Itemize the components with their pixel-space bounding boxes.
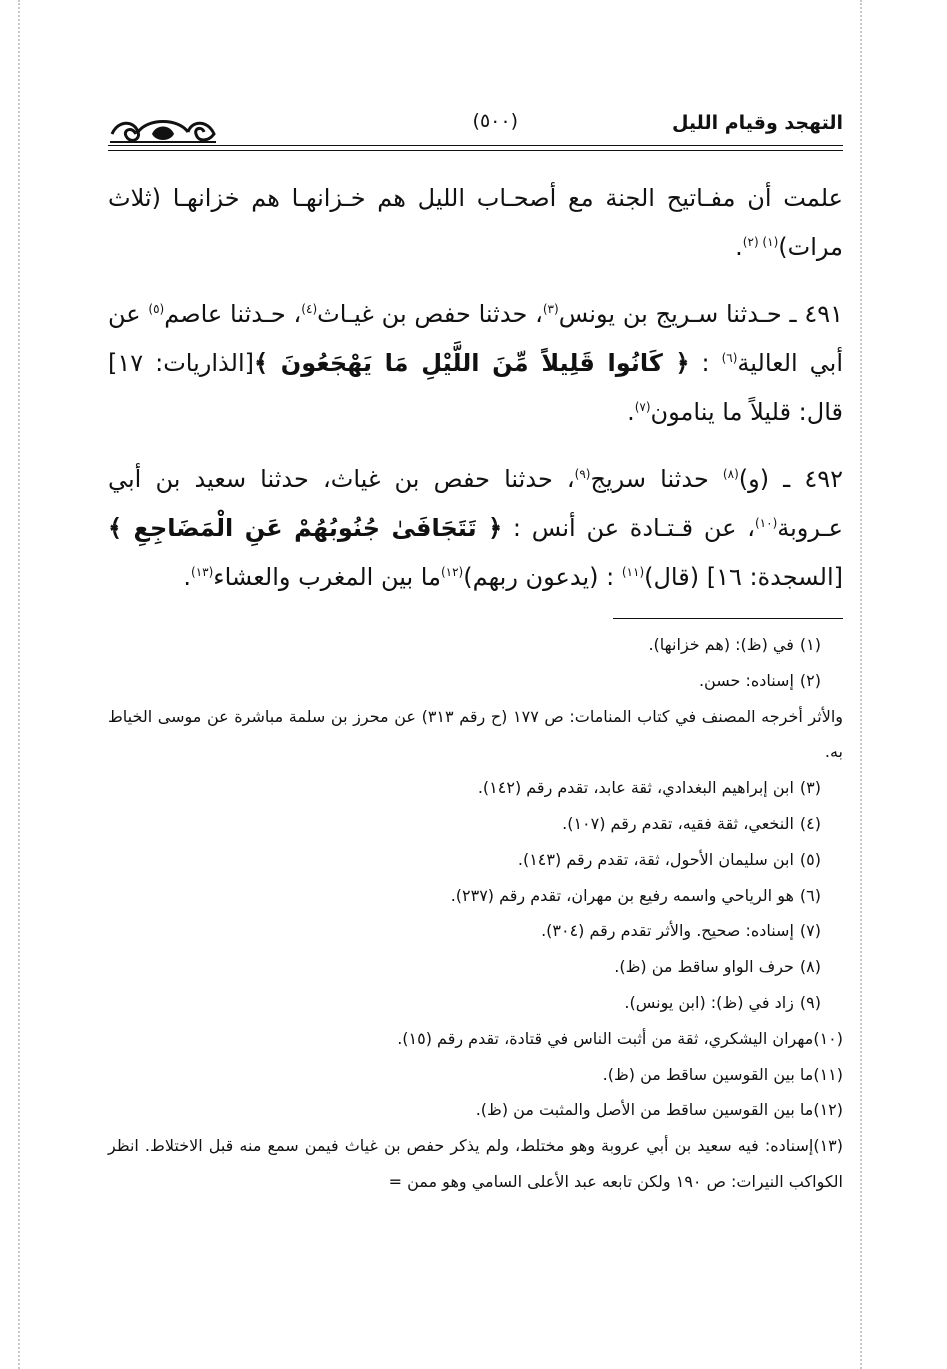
footnote-text: ابن إبراهيم البغدادي، ثقة عابد، تقدم رقم (١٤٢). [477, 778, 794, 798]
footnote-text: زاد في (ظ): (ابن يونس). [624, 992, 794, 1012]
text-fragment: ٤٩٢ ـ (و) [738, 465, 844, 493]
footnote-ref: (٣) [542, 302, 559, 316]
footnotes [108, 627, 843, 1200]
footnote-text: ما بين القوسين ساقط من الأصل والمثبت من (ظ). [475, 1100, 814, 1120]
footnote-continuation [108, 699, 843, 771]
footnote-ref: (١) (٢) [742, 235, 779, 249]
footnote [108, 1128, 843, 1200]
text-fragment: [السجدة: ١٦] (قال) [644, 563, 843, 591]
footnote-ref: (٧) [634, 400, 651, 414]
footnote-number: (٣) [799, 778, 821, 798]
text-fragment: [الذاريات: ١٧] قال: قليلاً ما ينامون [108, 349, 843, 426]
footnote-number: (٥) [799, 849, 821, 869]
header-ornament-icon [108, 112, 218, 148]
footnote-text: هو الرياحي واسمه رفيع بن مهران، تقدم رقم (٢٣٧). [450, 885, 794, 905]
footnote-text: مهران اليشكري، ثقة من أثبت الناس في قتادة، تقدم رقم (١٥). [397, 1028, 814, 1048]
footnote-number: (١٢) [813, 1100, 843, 1120]
footnote-text: إسناده: حسن. [698, 670, 794, 690]
footnote [108, 806, 843, 842]
footnote-number: (٦) [799, 885, 821, 905]
text-fragment: : (يدعون ربهم) [463, 563, 622, 591]
footnote-text: ابن سليمان الأحول، ثقة، تقدم رقم (١٤٣). [517, 849, 794, 869]
scan-margin-left [18, 0, 20, 1369]
footnote-number: (١) [799, 635, 821, 654]
quran-verse: ﴿ تَتَجَافَىٰ جُنُوبُهُمْ عَنِ الْمَضَاجِعِ ﴾ [108, 514, 503, 542]
footnote-ref: (١٣) [191, 565, 214, 579]
footnote-ref: (٤) [301, 302, 318, 316]
text-fragment: . [183, 563, 192, 591]
footnote-number: (١١) [813, 1064, 843, 1084]
text-fragment: ما بين المغرب والعشاء [213, 563, 441, 591]
scan-margin-right [860, 0, 862, 1369]
footnote-ref: (١٢) [440, 565, 464, 579]
paragraph-continuation: علمت أن مفـاتيح الجنة مع أصحـاب الليل هم خـزانهـا هم خزانهـا (ثلاث مرات)$^{(١) (٢)}$. [108, 184, 843, 261]
text-fragment: : [689, 349, 722, 377]
footnote-ref: (١٠) [754, 516, 778, 530]
footnote-number: (١٣) [813, 1136, 843, 1156]
footnote [108, 878, 843, 914]
footnote-text: إسناده: صحيح. والأثر تقدم رقم (٣٠٤). [541, 921, 794, 941]
footnote-number: (٨) [799, 957, 821, 977]
footnote-ref: (٦) [721, 351, 738, 365]
footnote-text: ما بين القوسين ساقط من (ظ). [602, 1064, 814, 1084]
footnote [108, 627, 843, 663]
narration-491 [108, 290, 843, 437]
footnote-number: (٩) [799, 992, 821, 1012]
paragraph-text: علمت أن مفـاتيح الجنة مع أصحـاب الليل هم خـزانهـا هم خزانهـا (ثلاث مرات) [108, 184, 843, 261]
footnote-text: إسناده: فيه سعيد بن أبي عروبة وهو مختلط، ولم يذكر حفص بن غياث فيمن سمع منه قبل الاختلاط. انظر الكواكب النيرات: ص ١٩٠ ولكن تابعه عبد الأعلى السامي وهو ممن = [108, 1136, 843, 1191]
footnote-separator [613, 618, 843, 619]
footnote [108, 663, 843, 699]
footnote-number: (١٠) [813, 1028, 843, 1048]
text-fragment: ، حدثنا حفص بن غياث، حدثنا سعيد بن أبي عـروبة [108, 465, 843, 542]
footnote [108, 842, 843, 878]
text-fragment: حدثنا سريج [590, 465, 723, 493]
footnote-number: (٢) [799, 670, 821, 690]
book-page [108, 100, 843, 1200]
footnote [108, 1057, 843, 1093]
header-rule-bottom [108, 150, 843, 151]
page-header [108, 100, 843, 150]
footnote-ref: (٨) [722, 467, 739, 481]
footnote [108, 1021, 843, 1057]
text-fragment: ، عن قـتـادة عن أنس : [502, 514, 755, 542]
text-fragment: ٤٩١ ـ حـدثنا سـريج بن يونس [558, 300, 844, 328]
footnote-ref: (٥) [148, 302, 165, 316]
text-fragment: ، حـدثنا عاصم [164, 300, 302, 328]
footnote-text: حرف الواو ساقط من (ظ). [614, 957, 794, 977]
footnote-ref: (٩) [574, 467, 591, 481]
text-fragment: عن أبي العالية [108, 300, 844, 377]
page-number: (٥٠٠) [472, 110, 518, 132]
quran-verse: ﴿ كَانُوا قَلِيلاً مِّنَ اللَّيْلِ مَا يَهْجَعُونَ ﴾ [254, 349, 690, 377]
footnote-number: (٧) [799, 921, 821, 941]
footnote [108, 1092, 843, 1128]
footnote [108, 770, 843, 806]
header-rule-top [108, 145, 843, 146]
footnote [108, 913, 843, 949]
footnote-number: (٤) [799, 813, 821, 833]
text-fragment: . [627, 398, 635, 426]
footnote-ref: (١١) [621, 565, 645, 579]
running-title: التهجد وقيام الليل [671, 112, 843, 134]
text-fragment: ، حدثنا حفص بن غيـاث [317, 300, 543, 328]
footnote [108, 985, 843, 1021]
footnote [108, 949, 843, 985]
footnote-text: والأثر أخرجه المصنف في كتاب المنامات: ص ١٧٧ (ح رقم ٣١٣) عن محرز بن سلمة مباشرة عن موسى الخياط به. [108, 706, 843, 762]
footnote-text: في (ظ): (هم خزانها). [648, 635, 794, 654]
footnote-text: النخعي، ثقة فقيه، تقدم رقم (١٠٧). [562, 813, 794, 833]
narration-492 [108, 455, 843, 602]
